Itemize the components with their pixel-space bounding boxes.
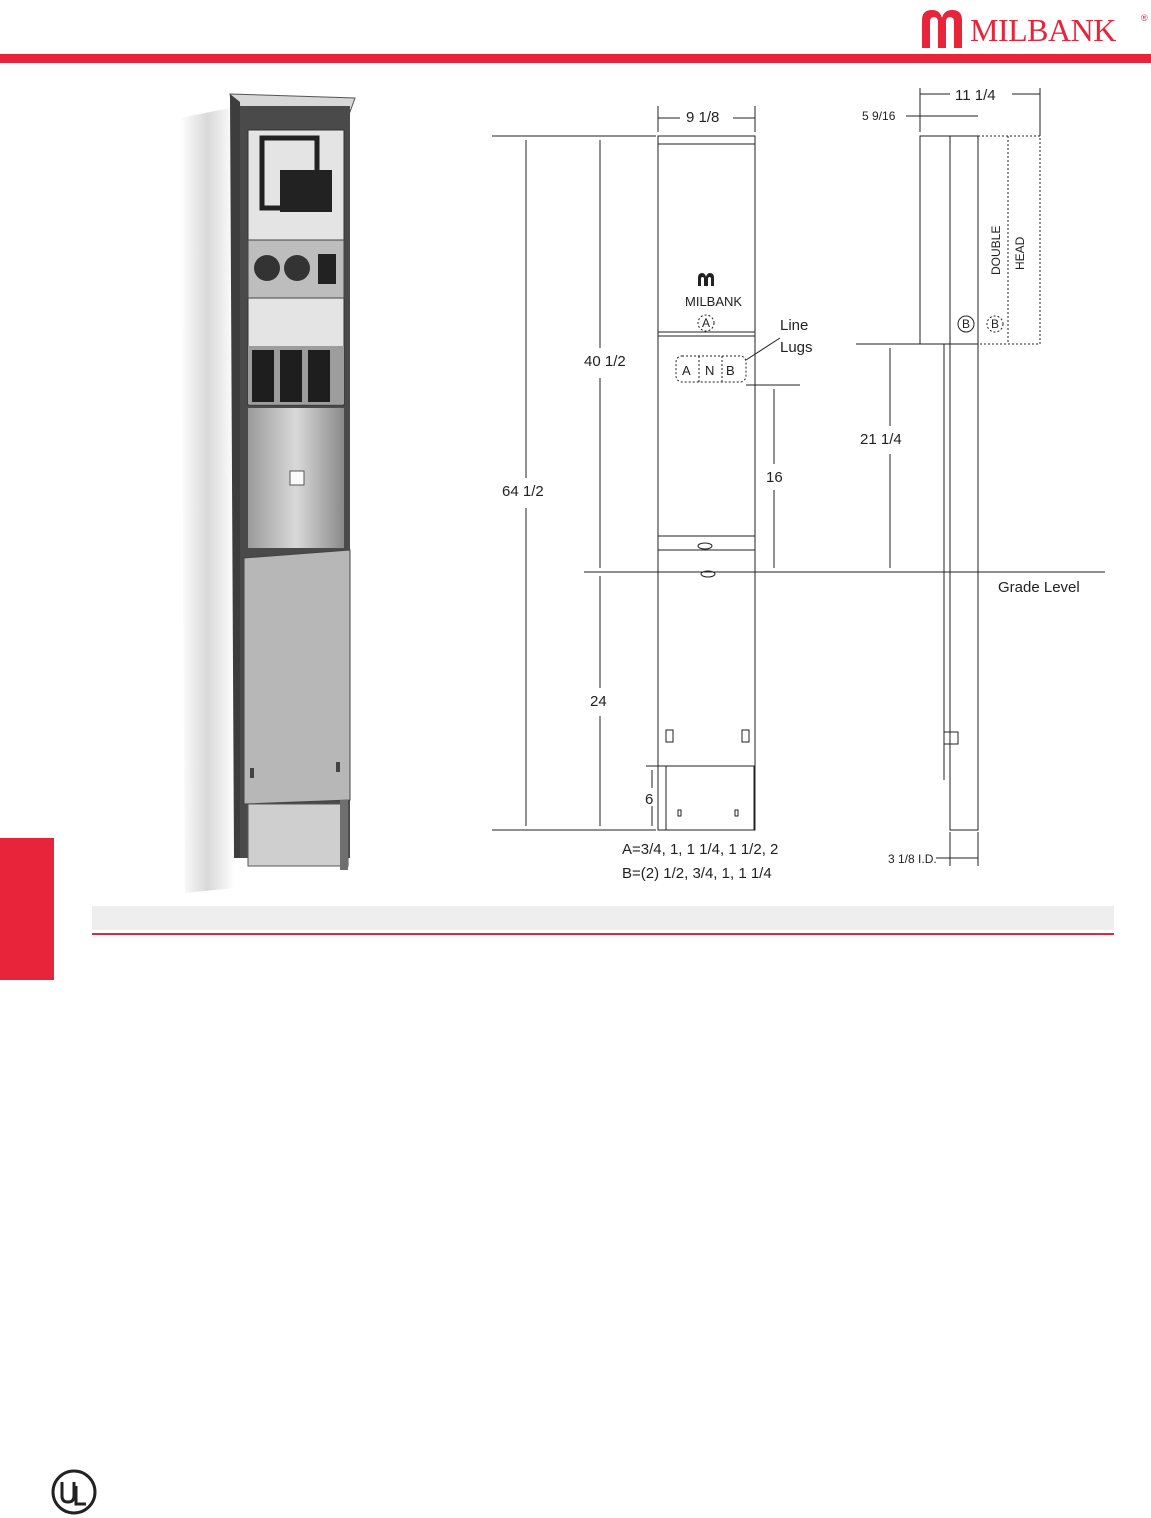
dim-head-to-grade: 21 1/4	[860, 431, 902, 448]
dim-total-height: 64 1/2	[502, 483, 544, 500]
dim-bottom-clearance: 6	[645, 791, 654, 808]
dim-width: 9 1/8	[686, 109, 720, 126]
lug-label-a: A	[682, 363, 691, 378]
dimension-drawing	[480, 80, 1140, 900]
registered-mark: ®	[1141, 13, 1148, 23]
post-outline	[658, 336, 755, 830]
header-rule	[0, 54, 1151, 63]
dim-below-grade: 24	[590, 693, 607, 710]
caption-bar	[92, 906, 1114, 930]
dim-head-depth: 5 9/16	[862, 109, 896, 123]
line-lugs-label-line2: Lugs	[780, 339, 813, 356]
dim-depth: 11 1/4	[955, 87, 996, 104]
brand-name: MILBANK	[970, 12, 1116, 48]
double-head-label-line2: HEAD	[1013, 236, 1027, 270]
side-post-outline	[950, 344, 978, 830]
pedestal-photo	[140, 88, 395, 903]
dim-above-grade: 40 1/2	[584, 353, 626, 370]
lug-label-b: B	[726, 363, 735, 378]
side-head-outline	[920, 136, 978, 344]
line-lugs-label-line1: Line	[780, 317, 809, 334]
lug-label-n: N	[705, 363, 715, 378]
knockout-b-label-dashed: B	[991, 317, 1000, 331]
knockout-note-b: B=(2) 1/2, 3/4, 1, 1 1/4	[622, 865, 772, 882]
grade-level-label: Grade Level	[998, 579, 1080, 596]
dim-lugs-to-grade: 16	[766, 469, 783, 486]
knockout-note-a: A=3/4, 1, 1 1/4, 1 1/2, 2	[622, 841, 779, 858]
knockout-a-label: A	[702, 316, 711, 330]
section-tab	[0, 838, 54, 980]
caption-rule	[92, 933, 1114, 935]
ul-listed-icon	[50, 1468, 98, 1516]
dim-post-id: 3 1/8 I.D.	[888, 852, 937, 866]
head-brand-label: MILBANK	[685, 294, 743, 309]
double-head-label-line1: DOUBLE	[989, 225, 1003, 275]
knockout-b-label: B	[962, 317, 971, 331]
